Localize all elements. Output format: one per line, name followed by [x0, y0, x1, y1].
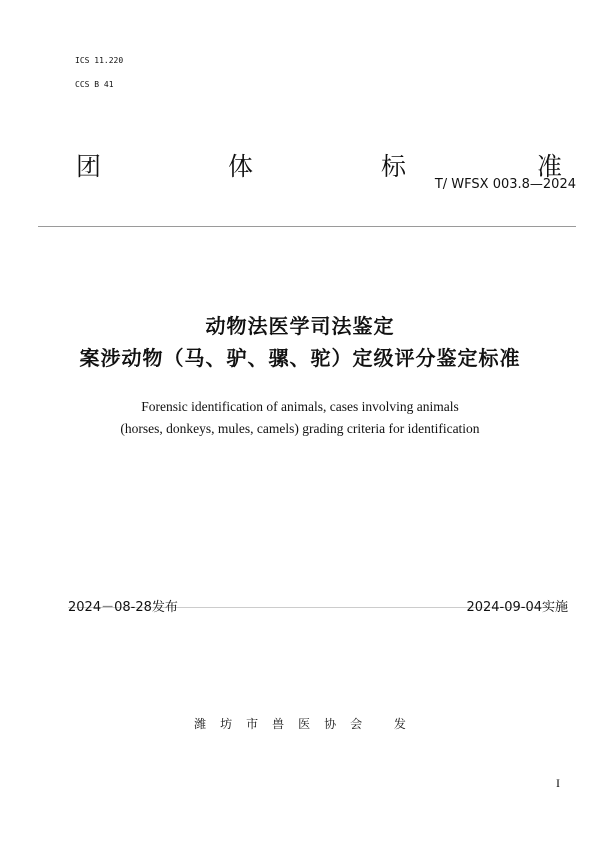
standard-type-char: 体	[228, 152, 254, 181]
header-divider	[38, 226, 576, 227]
ccs-code: CCS B 41	[75, 80, 114, 89]
standard-number: T/ WFSX 003.8—2024	[434, 177, 576, 192]
standard-type-char: 准	[537, 152, 563, 181]
title-zh-line1: 动物法医学司法鉴定	[205, 314, 395, 338]
title-en-line2: (horses, donkeys, mules, camels) grading criteria for identification	[120, 421, 480, 436]
title-en-line1: Forensic identification of animals, cases involving animals	[141, 399, 459, 414]
publisher: 潍坊市兽医协会 发	[194, 717, 420, 731]
title-zh-line2: 案涉动物（马、驴、骡、驼）定级评分鉴定标准	[79, 346, 521, 370]
standard-type-char: 团	[76, 152, 102, 181]
ics-code: ICS 11.220	[75, 56, 124, 65]
implement-date: 2024-09-04实施	[466, 600, 568, 615]
standard-type-char: 标	[381, 152, 407, 181]
page-number: I	[556, 776, 560, 790]
publish-date: 2024－08-28发布	[68, 600, 178, 615]
